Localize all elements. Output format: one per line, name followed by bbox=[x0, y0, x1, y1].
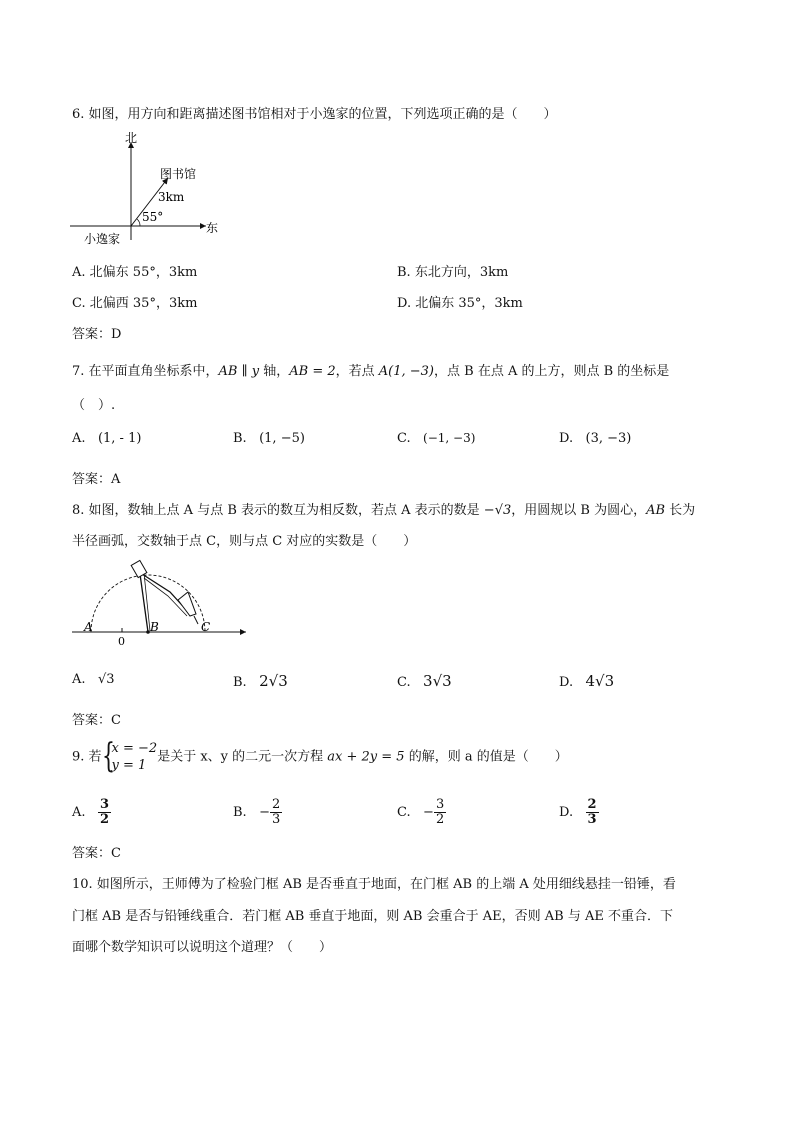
q9-option-c: C. − $\frac{3}{2}$ bbox=[397, 797, 445, 827]
q8-option-a: A. √3 bbox=[72, 672, 115, 687]
north-label: 北 bbox=[125, 131, 138, 145]
label-c: C bbox=[201, 620, 211, 634]
q6-option-c: C. 北偏西 35°，3km bbox=[72, 296, 198, 311]
q6-option-b: B. 东北方向，3km bbox=[397, 265, 509, 280]
q8-compass-figure bbox=[70, 558, 252, 646]
label-zero: 0 bbox=[118, 635, 125, 646]
q7-stem: 7. 在平面直角坐标系中，AB ∥ y 轴，AB = 2，若点 A(1, −3)，点 B 在点 A 的上方，则点 B 的坐标是 bbox=[72, 364, 670, 379]
q7-answer: 答案：A bbox=[72, 472, 121, 487]
distance-label: 3km bbox=[158, 190, 185, 204]
angle-arc bbox=[137, 219, 140, 226]
q9-option-d: D. $\frac{2}{3}$ bbox=[559, 797, 597, 827]
q8-option-c: C. 3√3 bbox=[397, 672, 452, 690]
angle-label: 55° bbox=[142, 210, 164, 224]
q7-option-d: D. (3, −3) bbox=[559, 431, 632, 446]
q9-option-b: B. − $\frac{2}{3}$ bbox=[233, 797, 281, 827]
compass-icon bbox=[131, 560, 198, 632]
q6-stem: 6. 如图，用方向和距离描述图书馆相对于小逸家的位置，下列选项正确的是（ ） bbox=[72, 107, 557, 122]
q7-stem-line2: （ ）. bbox=[72, 398, 116, 413]
east-label: 东 bbox=[206, 221, 219, 235]
q8-stem-line2: 半径画弧，交数轴于点 C，则与点 C 对应的实数是（ ） bbox=[72, 534, 417, 549]
q6-direction-figure bbox=[70, 128, 230, 250]
q10-stem-line1: 10. 如图所示，王师傅为了检验门框 AB 是否垂直于地面，在门框 AB 的上端 A 处用细线悬挂一铅锤，看 bbox=[72, 877, 676, 892]
library-label: 图书馆 bbox=[160, 167, 197, 181]
q6-option-d: D. 北偏东 35°，3km bbox=[397, 296, 523, 311]
q8-answer: 答案：C bbox=[72, 713, 121, 728]
q7-option-b: B. (1, −5) bbox=[233, 431, 305, 446]
q10-stem-line2: 门框 AB 是否与铅锤线重合．若门框 AB 垂直于地面，则 AB 会重合于 AE，否则 AB 与 AE 不重合．下 bbox=[72, 909, 673, 924]
q8-option-d: D. 4√3 bbox=[559, 672, 615, 690]
q9-option-a: A. $\frac{3}{2}$ bbox=[72, 797, 109, 827]
label-a: A bbox=[84, 620, 93, 634]
q6-option-a: A. 北偏东 55°，3km bbox=[72, 265, 198, 280]
q7-option-c: C. (−1, −3) bbox=[397, 431, 476, 446]
q8-option-b: B. 2√3 bbox=[233, 672, 288, 690]
q10-stem-line3: 面哪个数学知识可以说明这个道理？（ ） bbox=[72, 940, 333, 955]
q9-stem: 9. 若 { x = −2 y = 1 是关于 x、y 的二元一次方程 ax + 2y = 5 的解，则 a 的值是（ ） bbox=[72, 736, 568, 776]
label-b: B bbox=[150, 620, 159, 634]
q7-option-a: A. (1, - 1) bbox=[72, 431, 142, 446]
equation-system: { x = −2 y = 1 bbox=[101, 736, 158, 776]
q6-answer: 答案：D bbox=[72, 327, 122, 342]
q9-answer: 答案：C bbox=[72, 846, 121, 861]
q8-stem: 8. 如图，数轴上点 A 与点 B 表示的数互为相反数，若点 A 表示的数是 −√3，用圆规以 B 为圆心，AB 长为 bbox=[72, 503, 696, 518]
home-label: 小逸家 bbox=[84, 232, 121, 246]
